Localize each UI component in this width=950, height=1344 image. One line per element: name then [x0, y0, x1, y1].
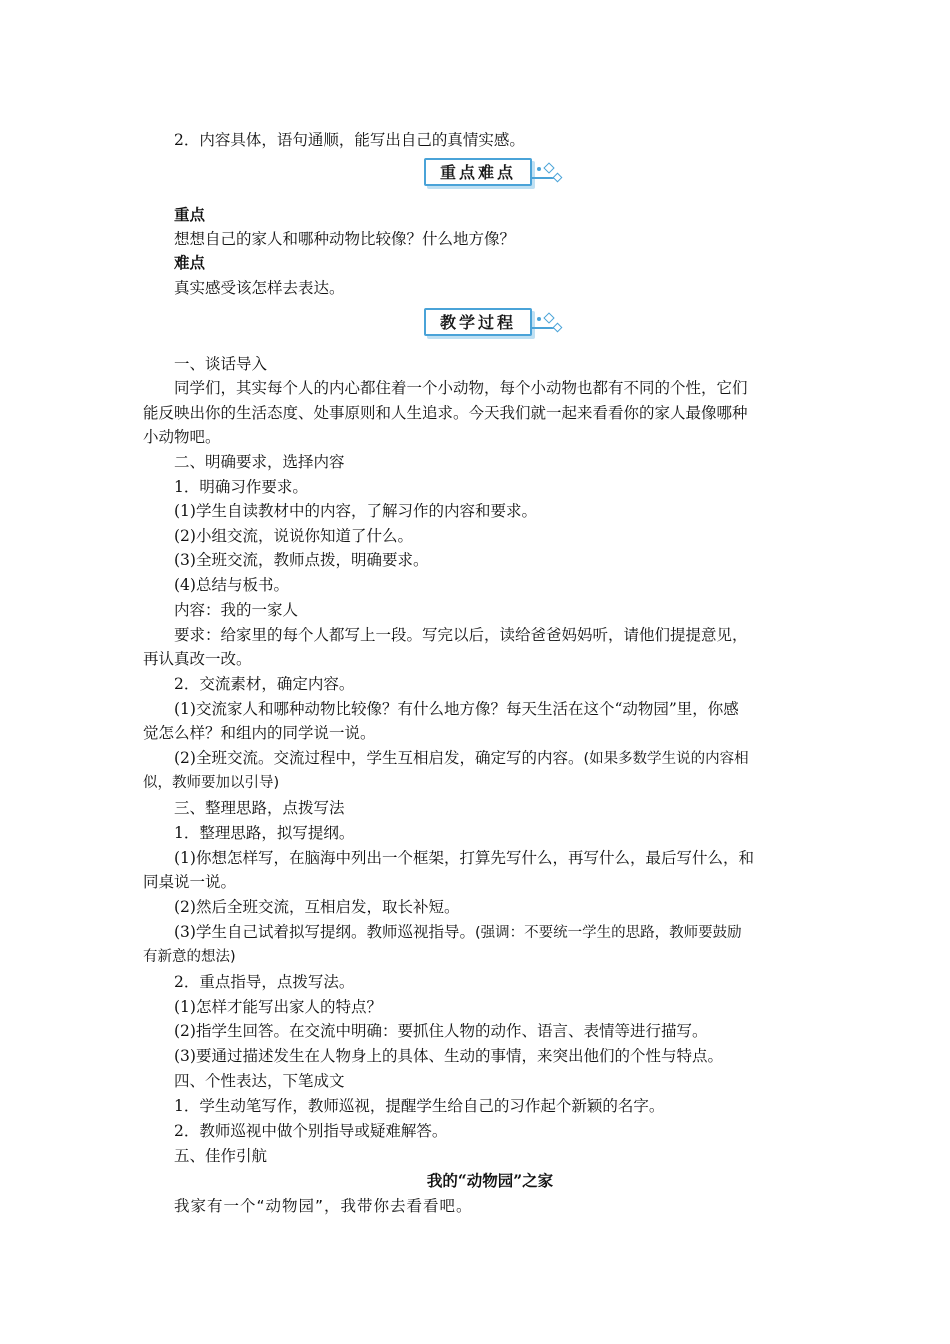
heading-model-essay: 五、佳作引航 — [174, 1147, 268, 1165]
teaching-note: (如果多数学生说的内容相 — [583, 751, 749, 767]
heading-requirements: 二、明确要求，选择内容 — [174, 453, 345, 471]
badge-diamond-decoration — [543, 312, 554, 323]
list-item: (3)全班交流，教师点拨，明确要求。 — [174, 551, 429, 569]
focus-heading: 重点 — [174, 205, 206, 224]
essay-first-line: 我家有一个“动物园”，我带你去看看吧。 — [174, 1197, 473, 1215]
list-item: (2)小组交流，说说你知道了什么。 — [174, 527, 413, 545]
list-item: (1)交流家人和哪种动物比较像？有什么地方像？每天生活在这个“动物园”里，你感 — [174, 700, 739, 718]
list-item: (2)指学生回答。在交流中明确：要抓住人物的动作、语言、表情等进行描写。 — [174, 1022, 708, 1040]
teaching-note: 似，教师要加以引导) — [143, 775, 280, 791]
list-item: 2．交流素材，确定内容。 — [174, 675, 355, 693]
list-item-text: (2)全班交流。交流过程中，学生互相启发，确定写的内容。 — [174, 749, 584, 767]
badge-diamond-decoration — [553, 173, 563, 183]
list-item — [174, 920, 808, 945]
teaching-note: (强调：不要统一学生的思路，教师要鼓励 — [474, 925, 742, 941]
heading-intro: 一、谈话导入 — [174, 355, 268, 373]
badge-label: 教学过程 — [439, 313, 516, 332]
list-item: (1)怎样才能写出家人的特点？ — [174, 998, 382, 1016]
objective-item-2: 2．内容具体，语句通顺，能写出自己的真情实感。 — [174, 131, 525, 149]
list-item: (1)学生自读教材中的内容，了解习作的内容和要求。 — [174, 502, 537, 520]
paragraph-line: 小动物吧。 — [143, 428, 221, 446]
list-item: 2．重点指导，点拨写法。 — [174, 973, 355, 991]
badge-dot-decoration — [537, 317, 541, 321]
paragraph-line: 能反映出你的生活态度、处事原则和人生追求。今天我们就一起来看看你的家人最像哪种 — [143, 404, 748, 422]
heading-organize: 三、整理思路，点拨写法 — [174, 799, 345, 817]
list-item — [174, 746, 808, 771]
difficulty-heading: 难点 — [174, 253, 206, 272]
board-requirement: 要求：给家里的每个人都写上一段。写完以后，读给爸爸妈妈听，请他们提提意见， — [174, 626, 748, 644]
essay-title: 我的“动物园”之家 — [426, 1171, 554, 1190]
heading-writing: 四、个性表达，下笔成文 — [174, 1072, 345, 1090]
board-requirement: 再认真改一改。 — [143, 650, 252, 668]
badge-diamond-decoration — [543, 162, 554, 173]
badge-label: 重点难点 — [439, 163, 516, 182]
list-item: 1．学生动笔写作，教师巡视，提醒学生给自己的习作起个新颖的名字。 — [174, 1097, 665, 1115]
badge-dot-decoration — [537, 167, 541, 171]
difficulty-text: 真实感受该怎样去表达。 — [174, 279, 345, 297]
list-item: 1．明确习作要求。 — [174, 478, 308, 496]
badge-diamond-decoration — [553, 323, 563, 333]
board-content: 内容：我的一家人 — [174, 601, 299, 619]
section-badge-teaching-process — [424, 308, 562, 336]
focus-text: 想想自己的家人和哪种动物比较像？什么地方像？ — [174, 230, 516, 248]
list-item: 1．整理思路，拟写提纲。 — [174, 824, 355, 842]
list-item: (4)总结与板书。 — [174, 576, 289, 594]
section-badge-key-points — [424, 158, 562, 186]
list-item: (1)你想怎样写，在脑海中列出一个框架，打算先写什么，再写什么，最后写什么，和 — [174, 849, 754, 867]
list-item: (2)然后全班交流，互相启发，取长补短。 — [174, 898, 460, 916]
list-item: 觉怎么样？和组内的同学说一说。 — [143, 724, 376, 742]
list-item: 同桌说一说。 — [143, 873, 237, 891]
list-item: (3)要通过描述发生在人物身上的具体、生动的事情，来突出他们的个性与特点。 — [174, 1047, 723, 1065]
teaching-note: 有新意的想法) — [143, 949, 236, 965]
paragraph-line: 同学们，其实每个人的内心都住着一个小动物，每个小动物也都有不同的个性，它们 — [174, 379, 748, 397]
list-item: 2．教师巡视中做个别指导或疑难解答。 — [174, 1122, 448, 1140]
list-item-text: (3)学生自己试着拟写提纲。教师巡视指导。 — [174, 923, 475, 941]
